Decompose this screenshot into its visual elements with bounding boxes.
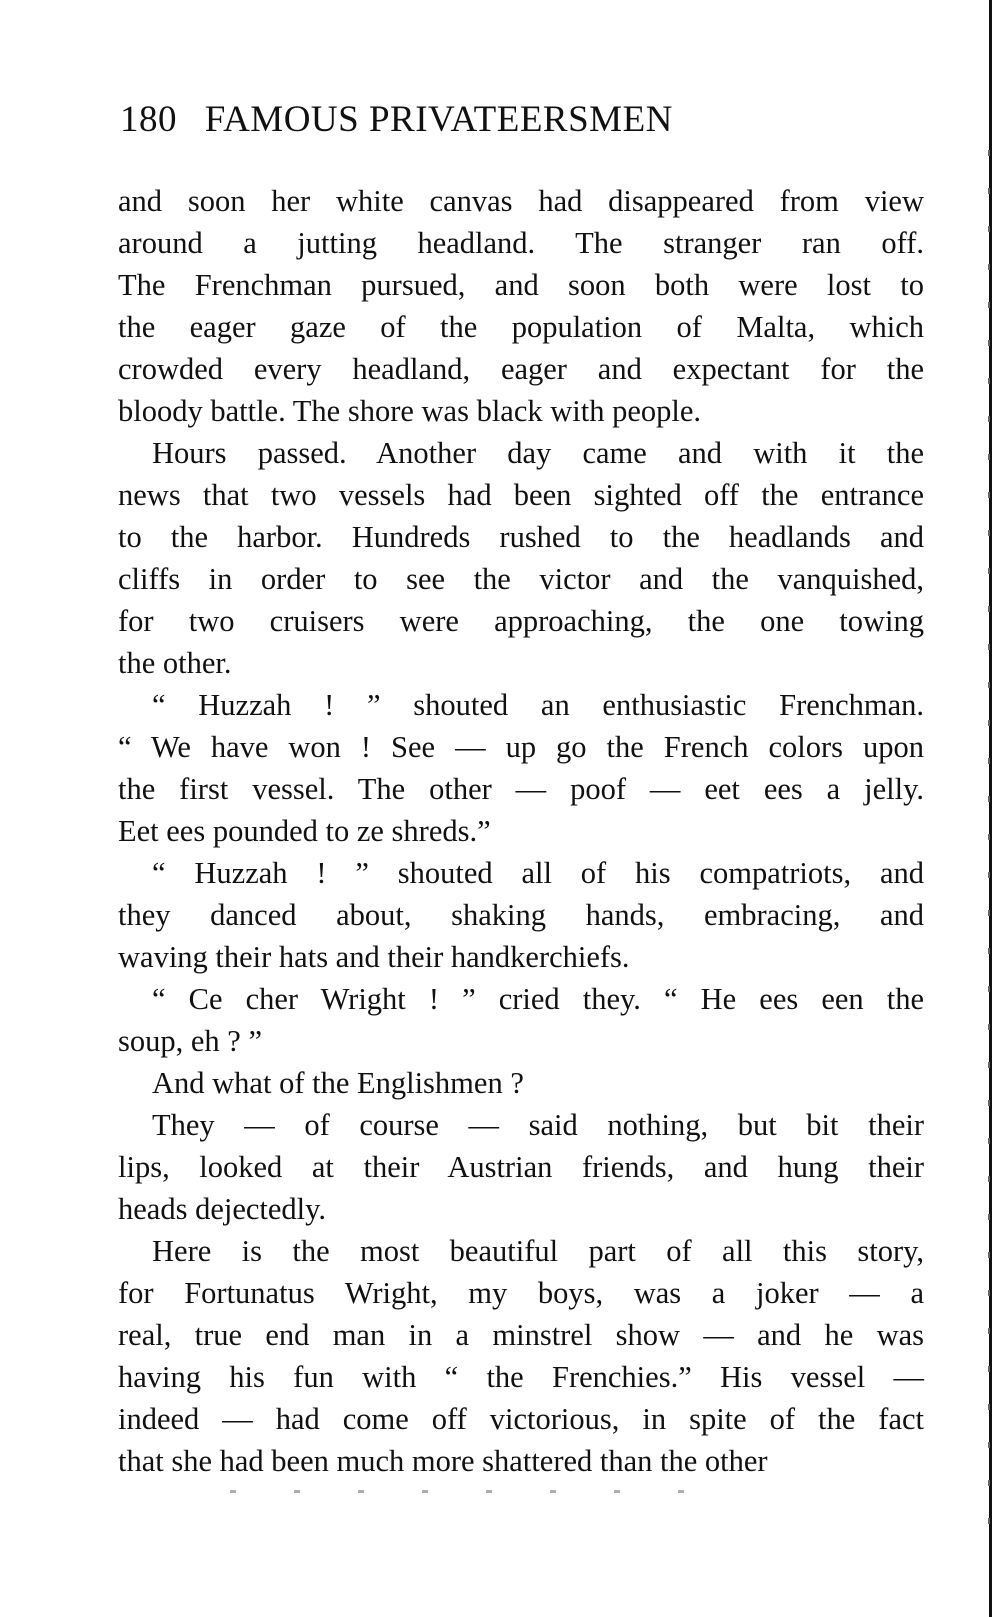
paragraph [118,1230,924,1482]
text-line: cliffs in order to see the victor and the vanquished, [118,562,924,596]
body-text [118,180,924,1482]
text-line: lips, looked at their Austrian friends, and hung their [118,1150,924,1184]
page-number: 180 [120,99,177,140]
text-line: around a jutting headland. The stranger ran off. [118,226,924,260]
text-line: Eet ees pounded to ze shreds.” [118,814,491,848]
text-line: waving their hats and their handkerchiefs. [118,940,630,974]
text-line: to the harbor. Hundreds rushed to the headlands and [118,520,924,554]
paragraph [118,180,924,432]
paragraph [118,1062,924,1104]
text-line: real, true end man in a minstrel show — and he was [118,1318,924,1352]
running-title: FAMOUS PRIVATEERSMEN [204,99,673,140]
text-line: “ Ce cher Wright ! ” cried they. “ He ees een the [152,982,924,1016]
text-line: Hours passed. Another day came and with it the [152,436,924,470]
text-line: the first vessel. The other — poof — eet ees a jelly. [118,772,924,806]
text-line: They — of course — said nothing, but bit their [152,1108,924,1142]
text-line: bloody battle. The shore was black with people. [118,394,702,428]
page-edge-specks [988,150,990,1550]
text-line: “ Huzzah ! ” shouted an enthusiastic Frenchman. [152,688,924,722]
text-line: the eager gaze of the population of Malta, which [118,310,924,344]
text-line: indeed — had come off victorious, in spite of the fact [118,1402,924,1436]
text-line: And what of the Englishmen ? [152,1066,524,1100]
text-line: news that two vessels had been sighted off the entrance [118,478,924,512]
text-line: “ We have won ! See — up go the French colors upon [118,730,924,764]
paragraph [118,852,924,978]
paragraph [118,978,924,1062]
text-line: that she had been much more shattered than the other [118,1444,768,1478]
text-line: for two cruisers were approaching, the one towing [118,604,924,638]
text-line: they danced about, shaking hands, embracing, and [118,898,924,932]
text-line: and soon her white canvas had disappeared from view [118,184,924,218]
text-line: soup, eh ? ” [118,1024,262,1058]
text-line: The Frenchman pursued, and soon both were lost to [118,268,924,302]
paragraph [118,432,924,684]
scan-specks [230,1490,730,1493]
paragraph [118,1104,924,1230]
text-line: “ Huzzah ! ” shouted all of his compatriots, and [152,856,924,890]
page-header [120,98,673,141]
paragraph [118,684,924,852]
text-line: the other. [118,646,232,680]
text-line: having his fun with “ the Frenchies.” His vessel — [118,1360,924,1394]
text-line: Here is the most beautiful part of all this story, [152,1234,924,1268]
text-line: for Fortunatus Wright, my boys, was a joker — a [118,1276,924,1310]
text-line: crowded every headland, eager and expectant for the [118,352,924,386]
text-line: heads dejectedly. [118,1192,327,1226]
